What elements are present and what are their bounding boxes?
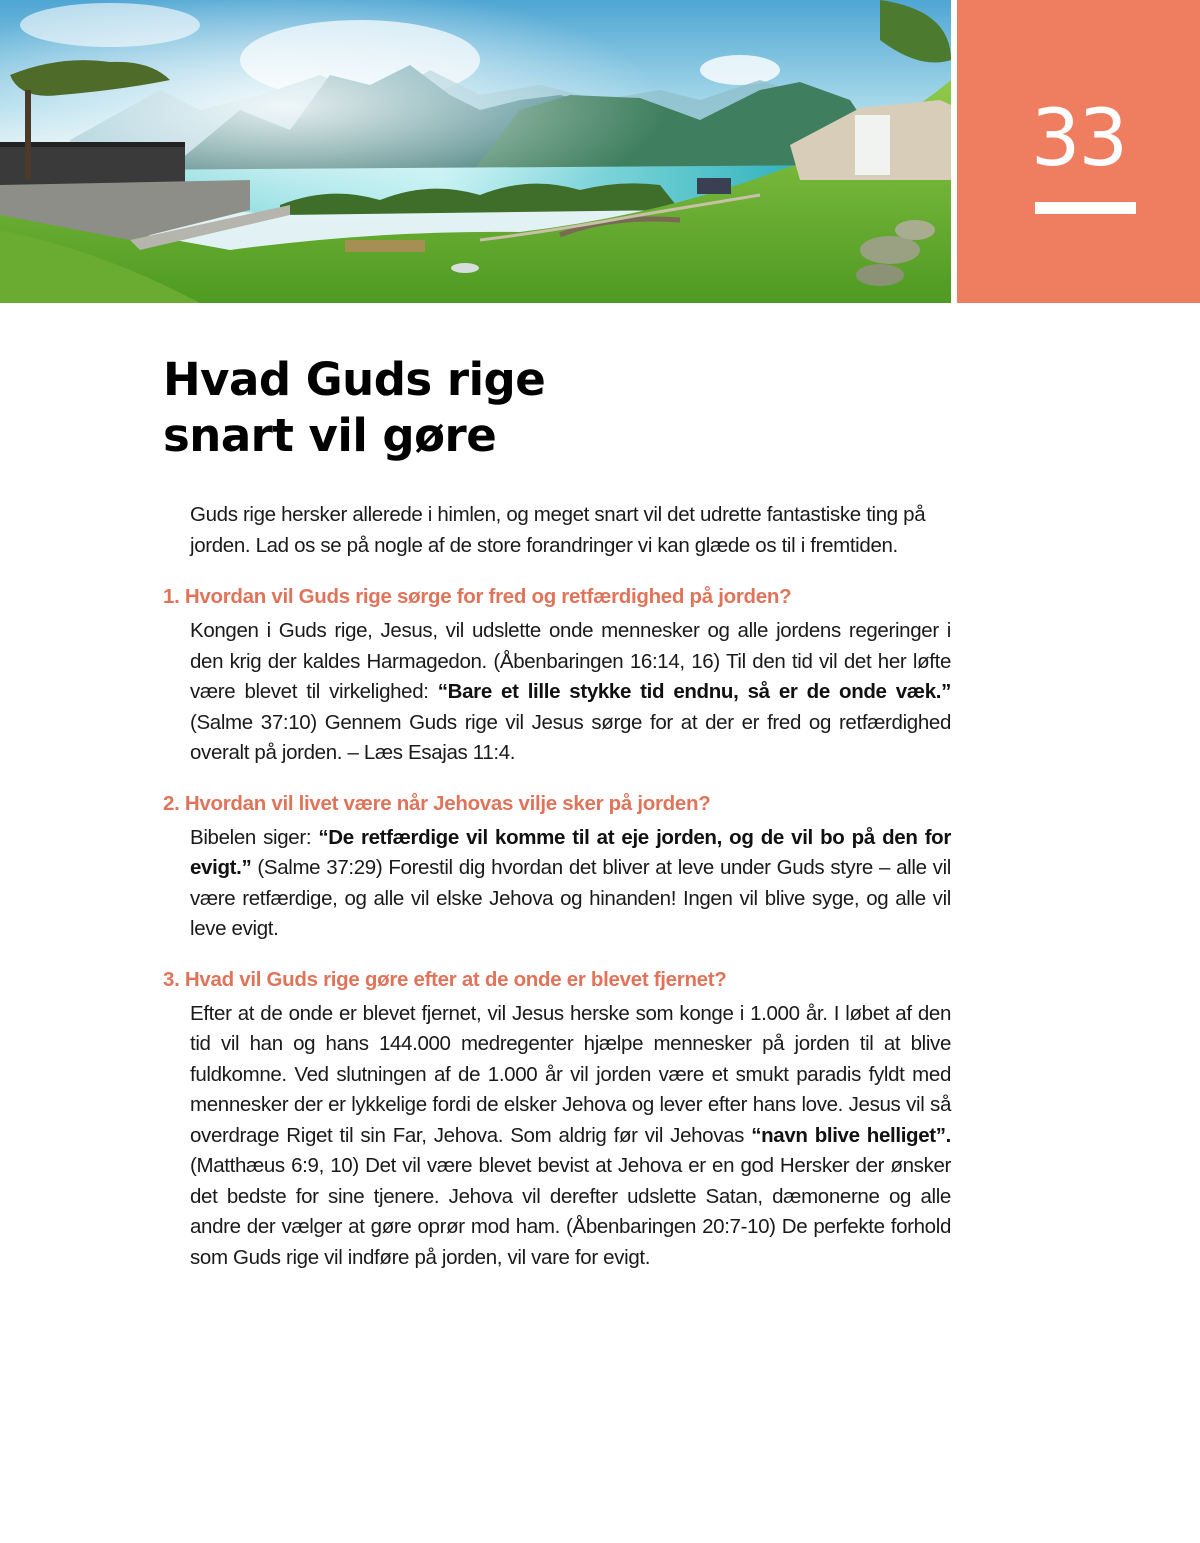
chapter-number-underline	[1035, 202, 1136, 214]
chapter-badge	[957, 0, 1200, 303]
scripture-quote: “navn blive helliget”.	[751, 1123, 951, 1147]
chapter-number: 33	[1030, 94, 1127, 184]
title-line-2: snart vil gøre	[163, 409, 497, 462]
answer-text: Efter at de onde er blevet fjernet, vil Jesus herske som konge i 1.000 år. I løbet af den tid vil han og hans 144.000 medregenter hjælpe mennesker på jorden til at blive fuldkomne. Ved slutningen af de 1.000 år vil jorden være et smukt paradis fyldt med mennesker der er lykkelige fordi de elsker Jehova og lever efter hans love. Jesus vil så overdrage Riget til sin Far, Jehova. Som aldrig før vil Jehovas	[190, 1001, 951, 1147]
answer-text: (Matthæus 6:9, 10) Det vil være blevet bevist at Jehova er en god Hersker der ønsker det bedste for sine tjenere. Jehova vil derefter udslette Satan, dæmonerne og alle andre der vælger at gøre oprør mod ham. (Åbenbaringen 20:7-10) De perfekte forhold som Guds rige vil indføre på jorden, vil vare for evigt.	[190, 1154, 951, 1269]
question-heading: 2. Hvordan vil livet være når Jehovas vilje sker på jorden?	[163, 791, 711, 815]
title-line-1: Hvad Guds rige	[163, 353, 546, 406]
section-2	[163, 789, 951, 945]
scripture-quote: “Bare et lille stykke tid endnu, så er de onde væk.”	[437, 680, 951, 703]
section-3	[163, 965, 951, 1274]
question-heading: 3. Hvad vil Guds rige gøre efter at de onde er blevet fjernet?	[163, 967, 727, 991]
answer-paragraph	[190, 823, 951, 945]
lesson-content	[163, 500, 951, 1293]
landscape-illustration	[0, 0, 951, 303]
hero-landscape-image	[0, 0, 951, 303]
page-title	[163, 352, 763, 464]
answer-text: (Salme 37:29) Forestil dig hvordan det bliver at leve under Guds styre – alle vil være retfærdige, og alle vil elske Jehova og hinanden! Ingen vil blive syge, og alle vil leve evigt.	[190, 856, 951, 940]
intro-paragraph: Guds rige hersker allerede i himlen, og meget snart vil det udrette fantastiske ting på jorden. Lad os se på nogle af de store forandringer vi kan glæde os til i fremtiden.	[190, 503, 926, 557]
question-heading: 1. Hvordan vil Guds rige sørge for fred og retfærdighed på jorden?	[163, 585, 792, 608]
answer-text: (Salme 37:10) Gennem Guds rige vil Jesus sørge for at der er fred og retfærdighed overalt på jorden. – Læs Esajas 11:4.	[190, 710, 951, 764]
answer-paragraph	[190, 999, 951, 1274]
answer-text: Bibelen siger:	[190, 825, 319, 849]
answer-text: Kongen i Guds rige, Jesus, vil udslette onde mennesker og alle jordens regeringer i den krig der kaldes Harmagedon. (Åbenbaringen 16:14, 16) Til den tid vil det her løfte være blevet til virkelighed:	[190, 619, 951, 703]
section-1	[163, 582, 951, 769]
scripture-quote: “De retfærdige vil komme til at eje jorden, og de vil bo på den for evigt.”	[190, 825, 951, 879]
answer-paragraph	[190, 616, 951, 769]
